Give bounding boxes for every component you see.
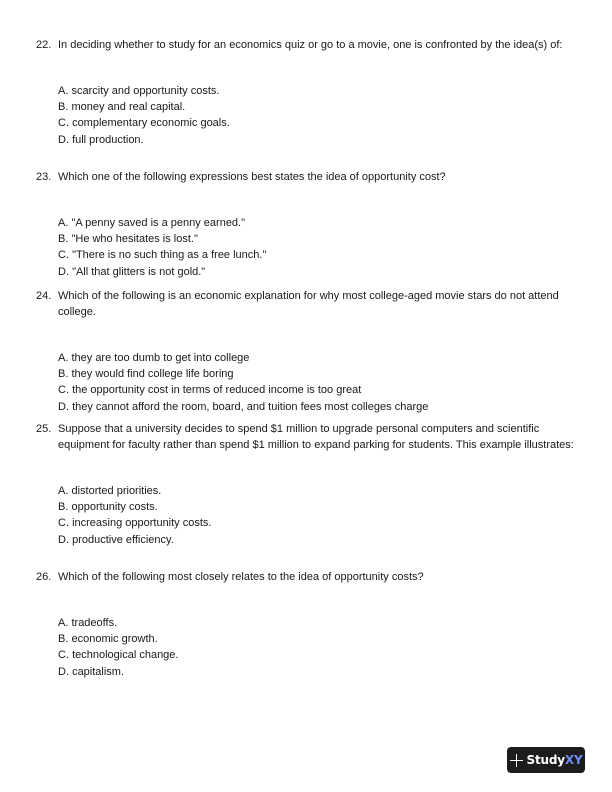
- question-stem: [36, 169, 576, 185]
- option-text: productive efficiency.: [72, 533, 174, 546]
- answer-option-b: [58, 99, 576, 115]
- question-26: [36, 569, 576, 680]
- option-letter: D.: [58, 665, 69, 678]
- question-text: Which one of the following expressions best states the idea of opportunity cost?: [58, 171, 446, 183]
- option-letter: C.: [58, 649, 69, 662]
- option-letter: A.: [58, 352, 69, 364]
- answer-options: [58, 83, 576, 148]
- answer-options: [58, 350, 576, 415]
- answer-option-d: [58, 664, 576, 680]
- option-letter: B.: [58, 501, 69, 514]
- question-22: [36, 37, 576, 148]
- answer-option-d: [58, 132, 576, 148]
- option-letter: C.: [58, 517, 69, 530]
- studyxy-badge[interactable]: [507, 747, 585, 773]
- option-text: technological change.: [72, 649, 179, 662]
- option-text: they would find college life boring: [71, 368, 234, 381]
- option-letter: B.: [58, 233, 69, 246]
- option-text: money and real capital.: [71, 101, 186, 114]
- question-text: Which of the following is an economic explanation for why most college-aged movie stars do not attend college.: [58, 290, 559, 318]
- option-text: they cannot afford the room, board, and tuition fees most colleges charge: [72, 400, 429, 413]
- question-text: In deciding whether to study for an economics quiz or go to a movie, one is confronted by the idea(s) of:: [58, 39, 563, 51]
- answer-options: [58, 483, 576, 548]
- option-letter: D.: [58, 533, 69, 546]
- answer-options: [58, 215, 576, 280]
- question-number: 23.: [36, 171, 52, 183]
- answer-option-c: [58, 515, 576, 531]
- option-letter: B.: [58, 633, 69, 646]
- option-text: distorted priorities.: [71, 485, 162, 497]
- answer-option-d: [58, 264, 576, 280]
- answer-option-a: [58, 615, 576, 631]
- question-23: [36, 169, 576, 280]
- brand-logo-text: [527, 753, 583, 767]
- option-letter: B.: [58, 368, 69, 381]
- question-25: [36, 421, 576, 548]
- answer-option-c: [58, 247, 576, 263]
- question-number: 26.: [36, 571, 52, 583]
- option-letter: A.: [58, 217, 69, 229]
- answer-option-d: [58, 399, 576, 415]
- option-text: economic growth.: [71, 633, 158, 646]
- option-letter: C.: [58, 384, 69, 397]
- answer-option-a: [58, 483, 576, 499]
- question-stem: [36, 288, 576, 320]
- option-text: tradeoffs.: [71, 617, 118, 629]
- question-text: Which of the following most closely relates to the idea of opportunity costs?: [58, 571, 424, 583]
- question-stem: [36, 421, 576, 453]
- answer-option-b: [58, 499, 576, 515]
- option-letter: C.: [58, 117, 69, 130]
- answer-option-b: [58, 631, 576, 647]
- option-text: the opportunity cost in terms of reduced income is too great: [72, 384, 362, 397]
- option-letter: D.: [58, 400, 69, 413]
- option-letter: D.: [58, 133, 69, 146]
- answer-option-a: [58, 215, 576, 231]
- answer-option-c: [58, 382, 576, 398]
- answer-option-d: [58, 532, 576, 548]
- plus-icon: [510, 754, 523, 767]
- option-letter: D.: [58, 265, 69, 278]
- answer-option-c: [58, 115, 576, 131]
- question-number: 22.: [36, 39, 52, 51]
- option-text: complementary economic goals.: [72, 117, 230, 130]
- option-text: they are too dumb to get into college: [71, 352, 250, 364]
- brand-primary: Study: [526, 753, 565, 767]
- option-text: "All that glitters is not gold.": [72, 265, 206, 278]
- answer-option-a: [58, 83, 576, 99]
- question-number: 24.: [36, 290, 52, 302]
- answer-option-b: [58, 366, 576, 382]
- brand-accent: XY: [564, 753, 583, 767]
- option-text: full production.: [72, 133, 144, 146]
- option-letter: B.: [58, 101, 69, 114]
- question-24: [36, 288, 576, 415]
- option-text: "A penny saved is a penny earned.": [71, 217, 246, 229]
- question-stem: [36, 569, 576, 585]
- question-stem: [36, 37, 576, 53]
- answer-options: [58, 615, 576, 680]
- option-letter: A.: [58, 485, 69, 497]
- option-text: capitalism.: [72, 665, 125, 678]
- answer-option-c: [58, 647, 576, 663]
- answer-option-b: [58, 231, 576, 247]
- option-text: increasing opportunity costs.: [72, 517, 212, 530]
- option-letter: A.: [58, 617, 69, 629]
- option-text: "He who hesitates is lost.": [71, 233, 198, 246]
- option-letter: C.: [58, 249, 69, 262]
- option-text: "There is no such thing as a free lunch.": [72, 249, 267, 262]
- option-text: scarcity and opportunity costs.: [71, 85, 220, 97]
- option-text: opportunity costs.: [71, 501, 158, 514]
- question-text: Suppose that a university decides to spend $1 million to upgrade personal computers and scientific equipment for faculty rather than spend $1 million to expand parking for students. This example illustrates:: [58, 423, 574, 451]
- answer-option-a: [58, 350, 576, 366]
- question-number: 25.: [36, 423, 52, 435]
- option-letter: A.: [58, 85, 69, 97]
